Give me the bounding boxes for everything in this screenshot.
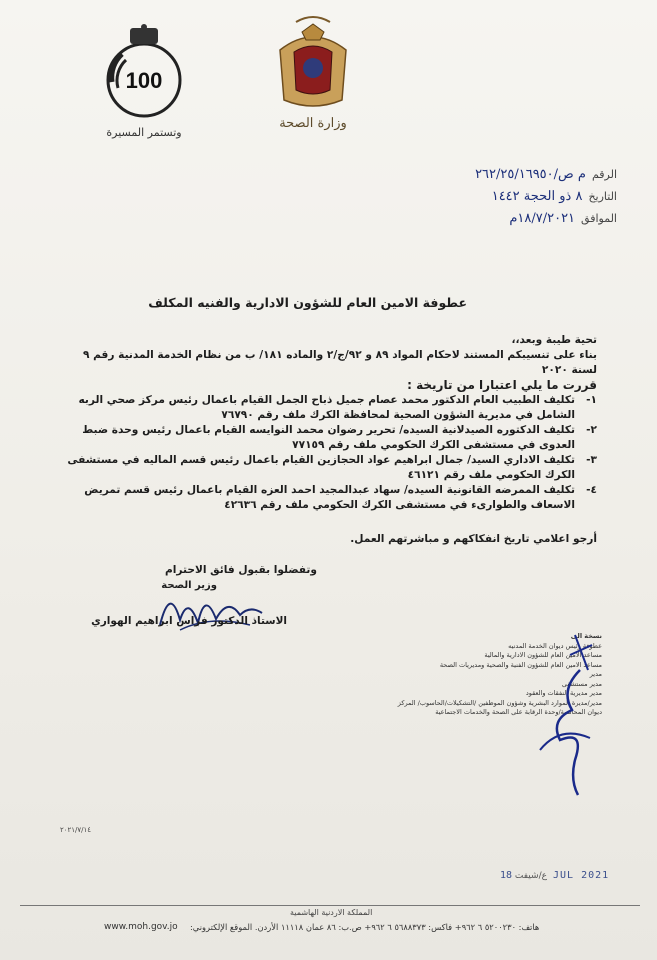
small-date: ٢٠٢١/٧/١٤	[60, 826, 92, 834]
handwritten-annotation	[530, 630, 610, 800]
list-item-number: ٤-	[586, 484, 597, 496]
reference-corresponding-label: الموافق	[581, 212, 617, 225]
signature-title: وزير الصحة	[161, 580, 217, 591]
addressee: عطوفة الامين العام للشؤون الادارية والفنيه المكلف	[148, 295, 467, 310]
ministry-crest	[272, 12, 354, 132]
copies-line: مدير مديرية النفقات والعقود	[525, 689, 602, 697]
copies-line: عطوفة رئيس ديوان الخدمة المدنيه	[508, 641, 602, 650]
reference-number-row	[377, 164, 617, 186]
list-item-number: ١-	[586, 394, 597, 406]
copies-line: مساعد الامين العام للشؤون الفنية والصحية ومديريات الصحة	[439, 660, 602, 669]
intro-paragraph: بناء على تنسيبكم المستند لاحكام المواد ٨٩ و ٩٢/ج/٢ والماده ١٨١/ ب من نظام الخدمة المدنية رقم ٩ لسنة ٢٠٢٠	[82, 349, 597, 376]
footer-contact: هاتف: ٥٢٠٠٢٣٠ ٦ ٩٦٢+ فاكس: ٥٦٨٨٣٧٣ ٦ ٩٦٢+ ص.ب: ٨٦ عمان ١١١١٨ الأردن. الموقع الإلكتروني:	[190, 922, 540, 932]
list-item	[57, 483, 597, 513]
list-item	[57, 453, 597, 483]
centennial-emblem-icon	[98, 22, 190, 122]
reference-date-value: ٨ ذو الحجة ١٤٤٢	[491, 189, 583, 204]
list-item-text: تكليف الممرضه القانونية السيده/ سهاد عبدالمجيد احمد العزه القيام باعمال رئيس قسم تمريض الاسعاف والطوارىء في مستشفى الكرك الحكومي ملف رقم ٤٢٦٣٦	[84, 484, 575, 511]
list-item-text: تكليف الدكتوره الصيدلانية السيده/ تحرير رضوان محمد النوايسه القيام باعمال رئيس وحدة ضبط العدوى في مستشفى الكرك الحكومي ملف رقم ٧٧١٥٩	[82, 424, 575, 451]
reference-date-row	[377, 186, 617, 208]
jordan-coat-of-arms-icon	[272, 12, 354, 112]
copies-line: مدير	[589, 670, 602, 678]
list-item	[57, 393, 597, 423]
stamp-label: ع/شيفت	[514, 871, 547, 881]
centennial-number: 100	[125, 68, 163, 93]
copies-heading: نسخة الى	[570, 632, 602, 640]
reference-corresponding-row	[377, 208, 617, 230]
received-stamp	[500, 870, 609, 881]
list-item-text: تكليف الاداري السيد/ جمال ابراهيم عواد الحجازين القيام باعمال رئيس قسم الماليه في مستشفى الكرك الحكومي ملف رقم ٤٦١٢١	[67, 454, 575, 481]
list-item-number: ٢-	[586, 424, 597, 436]
copies-line: مدير مستشفى	[561, 679, 602, 688]
request-line: أرجو اعلامي تاريخ انفكاكهم و مباشرتهم العمل.	[350, 533, 597, 545]
copies-line: مساعد الامين العام للشؤون الادارية والمالية	[484, 651, 602, 659]
letter-body	[57, 333, 597, 513]
footer-divider	[20, 905, 640, 906]
reference-number-value: م ص/٢٦٢/٢٥/١٦٩٥٠	[475, 167, 586, 182]
reference-corresponding-value: ١٨/٧/٢٠٢١م	[509, 211, 576, 226]
signature-name: الاستاذ الدكتور فراس ابراهيم الهواري	[91, 615, 287, 627]
greeting: تحية طيبة وبعد،،	[511, 334, 597, 346]
stamp-date: 18 JUL 2021	[500, 870, 610, 881]
copies-line: مدير/مديرة الموارد البشرية وشؤون الموظفين /التشكيلات/الحاسوب/ المركز	[397, 698, 602, 707]
regards-line: وتفضلوا بقبول فائق الاحترام	[165, 564, 317, 576]
logo-caption: وتستمر المسيرة	[106, 126, 182, 139]
list-item-number: ٣-	[586, 454, 597, 466]
list-item	[57, 423, 597, 453]
reference-date-label: التاريخ	[588, 190, 617, 203]
reference-number-label: الرقم	[591, 168, 617, 181]
footer-kingdom: المملكة الاردنية الهاشمية	[290, 908, 373, 917]
footer-website: www.moh.gov.jo	[104, 922, 178, 932]
ministry-name: وزارة الصحة	[279, 116, 347, 131]
copies-line: ديوان المحاسبة/وحدة الرقابة على الصحة والخدمات الاجتماعية	[435, 708, 602, 716]
reference-block	[377, 164, 617, 230]
list-item-text: تكليف الطبيب العام الدكتور محمد عصام جميل ذباح الجمل القيام باعمال رئيس مركز صحي الربه الشامل في مديرية الشؤون الصحية لمحافظة الكرك ملف رقم ٧٦٧٩٠	[78, 394, 575, 421]
centennial-logo	[98, 22, 190, 142]
decision-line: قررت ما يلي اعتبارا من تاريخة :	[407, 378, 597, 392]
